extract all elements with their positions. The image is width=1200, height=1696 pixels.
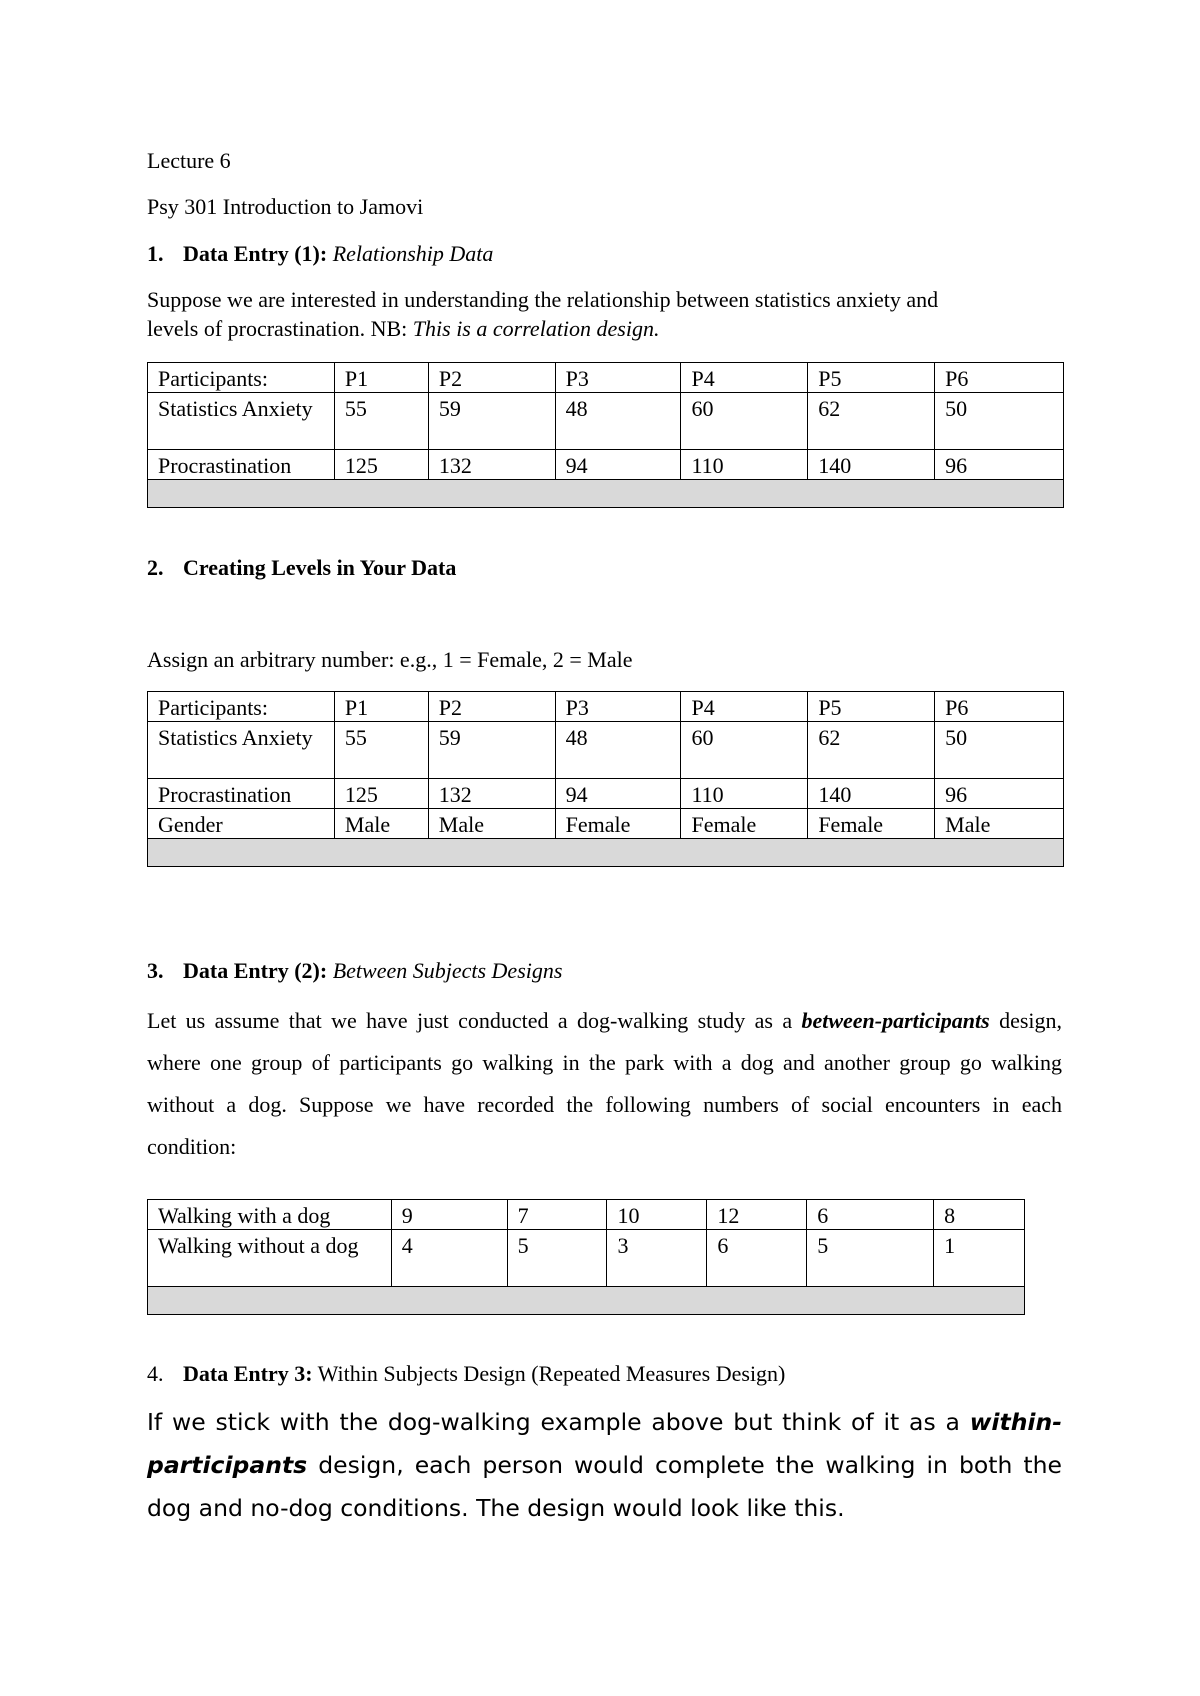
table-header-row [148, 363, 1064, 393]
table-cell: Walking without a dog [148, 1230, 392, 1287]
table-cell: 125 [334, 779, 428, 809]
table-cell: 55 [334, 722, 428, 779]
table-cell: 6 [807, 1200, 934, 1230]
table-cell: Participants: [148, 692, 335, 722]
table-row [148, 809, 1064, 839]
section3-heading [147, 957, 562, 985]
table-shaded-row [148, 839, 1064, 867]
section1-title-bold: Data Entry (1): [183, 241, 328, 266]
table-shaded-cell [148, 839, 1064, 867]
levels-data-table [147, 691, 1064, 867]
table-cell: P5 [808, 692, 935, 722]
section2-number: 2. [147, 555, 164, 580]
table-cell: Gender [148, 809, 335, 839]
table-cell: 3 [607, 1230, 707, 1287]
table-cell: 125 [334, 450, 428, 480]
table-cell: Male [428, 809, 555, 839]
relationship-data-table [147, 362, 1064, 508]
lecture-label: Lecture 6 [147, 148, 231, 173]
section2-assign-text: Assign an arbitrary number: e.g., 1 = Female, 2 = Male [147, 647, 633, 672]
table-cell: Procrastination [148, 450, 335, 480]
table-cell: 5 [807, 1230, 934, 1287]
table-cell: Statistics Anxiety [148, 393, 335, 450]
section1-para-line2 [147, 315, 659, 343]
table-cell: 10 [607, 1200, 707, 1230]
table-cell: 94 [555, 779, 681, 809]
table-cell: 110 [681, 450, 808, 480]
table-cell: 8 [934, 1200, 1025, 1230]
table-cell: 59 [428, 722, 555, 779]
table-cell: 94 [555, 450, 681, 480]
section4-para-pre: If we stick with the dog-walking example above but think of it as a [147, 1408, 960, 1436]
table-cell: Participants: [148, 363, 335, 393]
table-cell: P6 [935, 363, 1064, 393]
table-cell: 6 [707, 1230, 807, 1287]
section3-para-pre: Let us assume that we have just conducted a dog-walking study as a [147, 1008, 793, 1033]
table-cell: 132 [428, 450, 555, 480]
table-cell: Female [681, 809, 808, 839]
table-cell: 9 [391, 1200, 507, 1230]
section1-para-italic: This is a correlation design. [412, 316, 660, 341]
table-cell: 1 [934, 1230, 1025, 1287]
table-cell: P6 [935, 692, 1064, 722]
table-cell: 140 [808, 450, 935, 480]
table-shaded-row [148, 480, 1064, 508]
table-cell: 59 [428, 393, 555, 450]
between-subjects-table [147, 1199, 1025, 1315]
table-cell: 62 [808, 393, 935, 450]
table-cell: Procrastination [148, 779, 335, 809]
section2-title-bold: Creating Levels in Your Data [183, 555, 457, 580]
table-shaded-row [148, 1287, 1025, 1315]
table-cell: Female [555, 809, 681, 839]
table-cell: 48 [555, 722, 681, 779]
section1-title-italic: Relationship Data [332, 241, 494, 266]
section4-para-emph: within-participants [147, 1408, 1062, 1479]
table-cell: P4 [681, 363, 808, 393]
section3-title-italic: Between Subjects Designs [332, 958, 563, 983]
table-cell: 96 [935, 450, 1064, 480]
table-row [148, 393, 1064, 450]
table-cell: Walking with a dog [148, 1200, 392, 1230]
table-cell: 4 [391, 1230, 507, 1287]
table-cell: P2 [428, 363, 555, 393]
table-cell: Male [935, 809, 1064, 839]
section4-heading [147, 1360, 785, 1388]
table-row [148, 1200, 1025, 1230]
table-cell: 7 [507, 1200, 607, 1230]
table-cell: Female [808, 809, 935, 839]
section1-number: 1. [147, 241, 164, 266]
section3-para-post: design, where one group of participants go walking in the park with a dog and another group go walking without a dog. Suppose we have recorded the following numbers of social encounters in each condition: [147, 1008, 1063, 1159]
table-cell: P1 [334, 363, 428, 393]
table-cell: Male [334, 809, 428, 839]
section2-heading [147, 554, 456, 582]
table-cell: P4 [681, 692, 808, 722]
section1-para-plain: levels of procrastination. NB: [147, 316, 408, 341]
section4-title-bold: Data Entry 3: [183, 1361, 313, 1386]
table-cell: 60 [681, 722, 808, 779]
table-cell: 60 [681, 393, 808, 450]
table-cell: P3 [555, 692, 681, 722]
table-row [148, 722, 1064, 779]
table-cell: P1 [334, 692, 428, 722]
table-row [148, 779, 1064, 809]
table-row [148, 1230, 1025, 1287]
section4-number: 4. [147, 1361, 164, 1386]
table-row [148, 450, 1064, 480]
table-shaded-cell [148, 480, 1064, 508]
table-cell: 50 [935, 722, 1064, 779]
table-cell: 62 [808, 722, 935, 779]
section1-heading [147, 240, 493, 268]
table-cell: 5 [507, 1230, 607, 1287]
table-cell: 96 [935, 779, 1064, 809]
table-cell: 50 [935, 393, 1064, 450]
table-cell: 110 [681, 779, 808, 809]
table-header-row [148, 692, 1064, 722]
course-title: Psy 301 Introduction to Jamovi [147, 194, 424, 219]
table-cell: 140 [808, 779, 935, 809]
table-cell: 132 [428, 779, 555, 809]
table-shaded-cell [148, 1287, 1025, 1315]
table-cell: P2 [428, 692, 555, 722]
table-cell: P5 [808, 363, 935, 393]
section4-para-post: design, each person would complete the walking in both the dog and no-dog conditions. The design would look like this. [147, 1451, 1062, 1522]
table-cell: Statistics Anxiety [148, 722, 335, 779]
section1-para-line1: Suppose we are interested in understanding the relationship between statistics anxiety and [147, 287, 939, 312]
section3-number: 3. [147, 958, 164, 983]
table-cell: 12 [707, 1200, 807, 1230]
table-cell: 48 [555, 393, 681, 450]
section3-paragraph [147, 1000, 1062, 1168]
section3-title-bold: Data Entry (2): [183, 958, 328, 983]
table-cell: P3 [555, 363, 681, 393]
table-cell: 55 [334, 393, 428, 450]
section4-paragraph [147, 1401, 1062, 1530]
section3-para-emph: between-participants [801, 1008, 990, 1033]
section4-title-rest: Within Subjects Design (Repeated Measures Design) [317, 1361, 786, 1386]
